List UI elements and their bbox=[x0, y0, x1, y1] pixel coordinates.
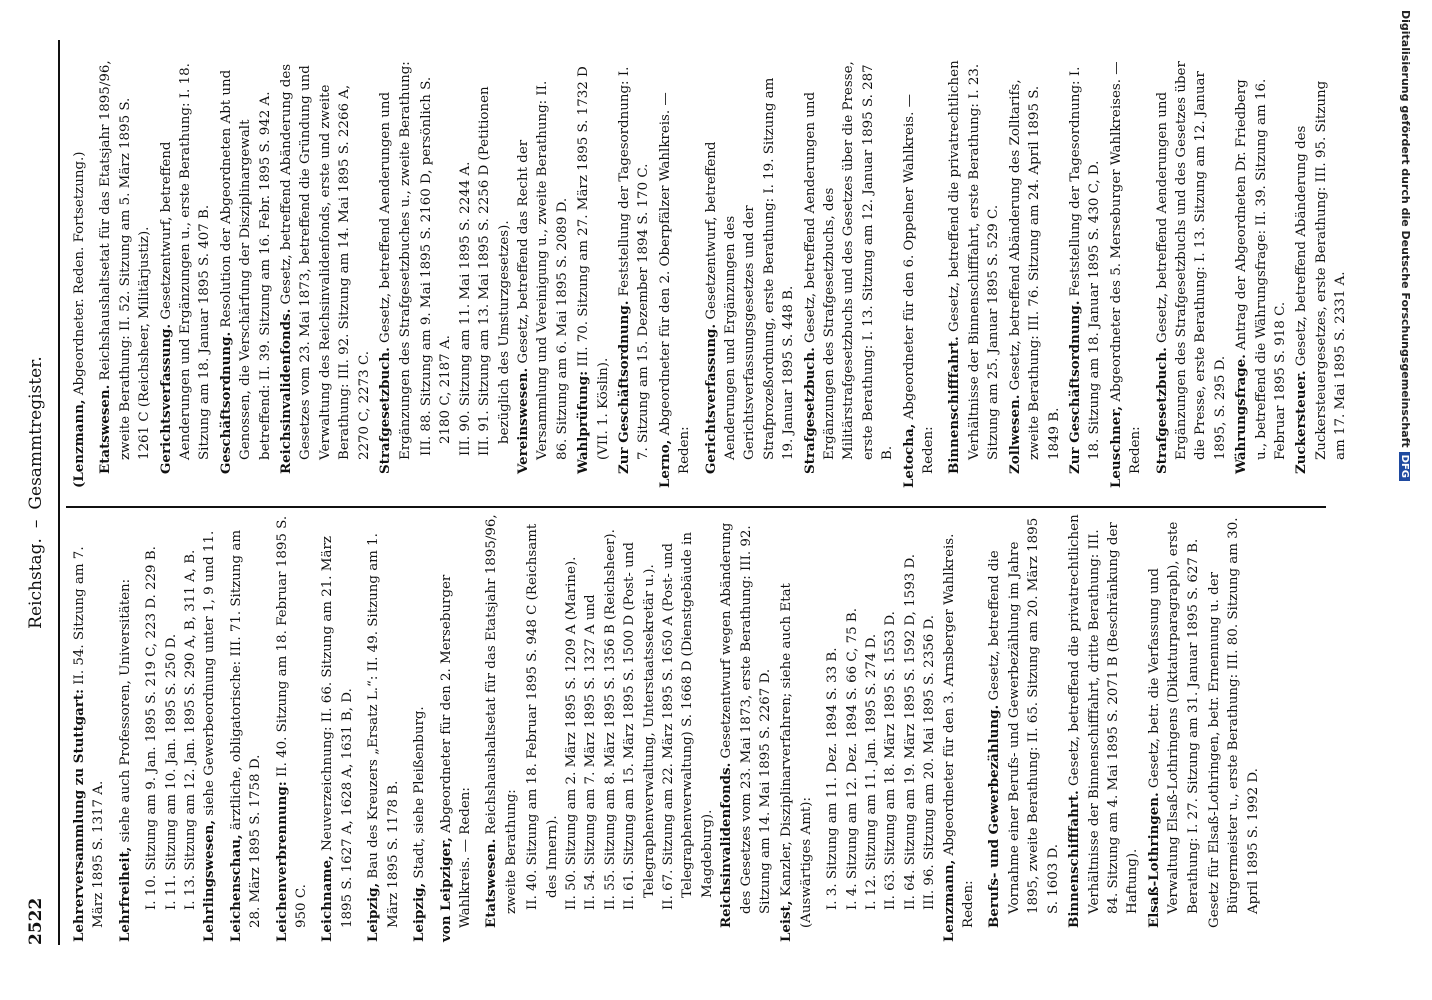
page-header bbox=[26, 40, 54, 945]
register-entry bbox=[437, 514, 476, 942]
topic-heading: Zollwesen. bbox=[1006, 394, 1023, 474]
topic-text: Gesetz, betreffend Aenderungen und Ergänzungen des Strafgesetzbuchs und des Gesetzes über die Presse, erste Berathung: I. 13. Sitzung am 12. Januar 1895, S. 295 D. bbox=[1154, 61, 1228, 460]
running-title: Reichstag. bbox=[26, 538, 46, 629]
topic-text: Feststellung der Tagesordnung: I. 18. Sitzung am 18. Januar 1895 S. 430 C, D. bbox=[1067, 66, 1103, 460]
session-reference: II. 50. Sitzung am 2. März 1895 S. 1209 A (Marine). bbox=[563, 556, 579, 910]
register-entry bbox=[364, 514, 403, 942]
session-reference: II. 67. Sitzung am 22. März 1895 S. 1650 A (Post- und Telegraphenverwaltung) S. 1668 D (Dienstgebäude in Magdeburg). bbox=[660, 532, 715, 910]
right-column bbox=[70, 60, 1353, 488]
topic-text: Feststellung der Tagesordnung: I. 7. Sitzung am 15. Dezember 1894 S. 170 C. bbox=[616, 66, 652, 460]
topic-heading: Zur Geschäftsordnung. bbox=[1066, 300, 1083, 474]
speech-topic bbox=[482, 514, 521, 942]
entry-text: ärztliche, obligatorische: III. 71. Sitzung am 28. März 1895 S. 1758 D. bbox=[228, 529, 264, 928]
speech-topic bbox=[277, 60, 374, 488]
topic-heading: Reichsinvalidenfonds. bbox=[718, 762, 735, 928]
topic-heading: Gerichtsverfassung. bbox=[157, 323, 174, 474]
topic-text: Gesetz, betreffend Abänderung des Zuckersteuergesetzes, erste Berathung: III. 95. Sitzung am 17. Mai 1895 S. 2331 A. bbox=[1294, 80, 1349, 460]
session-reference: II. 61. Sitzung am 15. März 1895 S. 1500 D (Post- und Telegraphenverwaltung, Unterstaatssekretär u.). bbox=[622, 542, 657, 910]
topic-text: Gesetz, betreffend die privatrechtlichen Verhältnisse der Binnenschifffahrt, erste Berathung: I. 23. Sitzung am 25. Januar 1895 S. 529 C. bbox=[947, 60, 1002, 460]
entry-text: Neuverzeichnung: II. 66. Sitzung am 21. März 1895 S. 1627 A, 1628 A, 1631 B, D. bbox=[320, 536, 355, 928]
topic-text: Gesetz, betreffend das Recht der Versammlung und Vereinigung u., zweite Berathung: II. 86. Sitzung am 6. Mai 1895 S. 2089 D. bbox=[515, 80, 570, 460]
entry-text: II. 40. Sitzung am 18. Februar 1895 S. 950 C. bbox=[274, 515, 310, 928]
topic-heading: Zur Geschäftsordnung. bbox=[615, 300, 632, 474]
topic-heading: Währungsfrage. bbox=[1233, 354, 1250, 474]
register-entry bbox=[70, 60, 89, 488]
session-reference: I. 13. Sitzung am 12. Jan. 1895 S. 290 A, B, 311 A, B. bbox=[183, 549, 199, 910]
entry-text: Abgeordneter. Reden. Fortsetzung.) bbox=[72, 151, 87, 396]
session-reference: III. 88. Sitzung am 9. Mai 1895 S. 2160 D, persönlich S. 2180 C, 2187 A. bbox=[418, 76, 454, 456]
register-entry bbox=[777, 514, 816, 942]
header-rule bbox=[58, 40, 60, 945]
speech-topic bbox=[1292, 60, 1350, 488]
entry-headword: Leichenverbrennung: bbox=[273, 781, 290, 942]
topic-heading: Berufs- und Gewerbezählung. bbox=[986, 704, 1003, 928]
topic-text: Reichshaushaltsetat für das Etatsjahr 1895/96, zweite Berathung: II. 52. Sitzung am 5. März 1895 S. 1261 C (Reichsheer, Militärjustiz). bbox=[98, 60, 153, 460]
running-subtitle: Gesammtregister. bbox=[26, 356, 46, 510]
topic-heading: Wahlprüfung: bbox=[575, 370, 592, 474]
entry-headword: Lenzmann, bbox=[940, 859, 957, 942]
speech-topic bbox=[574, 60, 613, 488]
speech-topic bbox=[1145, 514, 1203, 942]
topic-heading: Etatswesen. bbox=[97, 384, 114, 474]
digitization-credit bbox=[1399, 10, 1412, 481]
topic-heading: Binnenschifffahrt. bbox=[1066, 790, 1083, 928]
session-reference: III. 91. Sitzung am 13. Mai 1895 S. 2256 D (Petitionen bezüglich des Umsturzgesetzes). bbox=[477, 86, 512, 456]
topic-heading: Reichsinvalidenfonds. bbox=[278, 308, 295, 474]
topic-text: Gesetz, betreffend Aenderungen und Ergänzungen des Strafgesetzbuchs, des Militärstrafgesetzbuchs und des Gesetzes über die Presse, erste Berathung: I. 13. Sitzung am 12. Januar 1895 S. 287 B. bbox=[802, 61, 896, 460]
speech-topic bbox=[1065, 514, 1143, 942]
register-entry bbox=[940, 514, 979, 942]
speech-topic bbox=[157, 60, 215, 488]
entry-text: Abgeordneter für den 2. Oberpfälzer Wahlkreis. — Reden: bbox=[657, 92, 693, 474]
session-reference: II. 55. Sitzung am 8. März 1895 S. 1356 B (Reichsheer). bbox=[602, 529, 618, 910]
entry-text: siehe auch Professoren, Universitäten: bbox=[117, 578, 133, 843]
session-reference: III. 96. Sitzung am 20. Mai 1895 S. 2356 D. bbox=[922, 614, 938, 910]
topic-text: Gesetzentwurf wegen Abänderung des Gesetzes vom 23. Mai 1873, erste Berathung: III. 92. Sitzung am 14. Mai 1895 S. 2267 D. bbox=[719, 522, 773, 914]
speech-topic bbox=[96, 60, 154, 488]
register-entry bbox=[1107, 60, 1146, 488]
topic-heading: Zuckersteuer. bbox=[1293, 370, 1310, 474]
register-entry bbox=[273, 514, 312, 942]
register-entry bbox=[900, 60, 939, 488]
running-head bbox=[26, 40, 46, 945]
running-separator: – bbox=[26, 519, 46, 529]
left-column bbox=[70, 514, 1265, 942]
entry-headword: Lehrfreiheit, bbox=[116, 846, 133, 942]
register-entry bbox=[116, 514, 135, 942]
speech-topic bbox=[514, 60, 572, 488]
topic-text: Gesetz für Elsaß-Lothringen, betr. Ernennung u. der Bürgermeister u., erste Berathung: III. 80. Sitzung am 30. April 1895 S. 1992 D. bbox=[1206, 517, 1261, 928]
session-reference: II. 63. Sitzung am 18. März 1895 S. 1553 D. bbox=[883, 611, 899, 910]
entry-text: Kanzler, Disziplinarverfahren; siehe auch Etat (Auswärtiges Amt): bbox=[779, 583, 814, 928]
entry-headword: (Lenzmann, bbox=[71, 399, 87, 488]
topic-heading: Geschäftsordnung. bbox=[217, 331, 234, 474]
speech-topic bbox=[1006, 60, 1064, 488]
topic-text: Gesetzentwurf, betreffend Aenderungen und Ergänzungen des Gerichtsverfassungsgesetzes und der Strafprozeßordnung, erste Berathung: I. 19. Sitzung am 19. Januar 1895 S. 448 B. bbox=[703, 77, 797, 460]
entry-headword: von Leipziger, bbox=[437, 837, 454, 942]
speech-topic bbox=[702, 60, 799, 488]
session-reference: I. 11. Sitzung am 10. Jan. 1895 S. 250 D. bbox=[163, 633, 179, 910]
entry-text: II. 54. Sitzung am 7. März 1895 S. 1317 A. bbox=[72, 546, 107, 928]
topic-text: Gesetz, betreffend die Vornahme einer Berufs- und Gewerbezählung im Jahre 1895, zweite Berathung: II. 65. Sitzung am 20. März 1895 S. 1603 D. bbox=[987, 517, 1061, 914]
entry-headword: Lerno, bbox=[656, 439, 673, 488]
speech-topic bbox=[1205, 514, 1263, 942]
topic-heading: Vereinswesen. bbox=[514, 367, 531, 474]
speech-topic bbox=[615, 60, 654, 488]
topic-text: Gesetz, betr. die Verfassung und Verwaltung Elsaß-Lothringens (Diktaturparagraph), erste Berathung: I. 27. Sitzung am 31. Januar 1895 S. 627 B. bbox=[1146, 521, 1201, 914]
speech-topic bbox=[717, 514, 775, 942]
session-reference: I. 4. Sitzung am 12. Dez. 1894 S. 66 C, 75 B. bbox=[844, 607, 860, 910]
entry-headword: Lehrerversammlung zu Stuttgart: bbox=[71, 689, 87, 942]
topic-text: Gesetz, betreffend die privatrechtlichen Verhältnisse der Binnenschifffahrt, dritte Berathung: III. 84. Sitzung am 4. Mai 1895 S. 2071 B (Beschränkung der Haftung). bbox=[1067, 514, 1141, 914]
entry-text: Abgeordneter des 5. Merseburger Wahlkreises. — Reden: bbox=[1108, 61, 1144, 474]
entry-text: Abgeordneter für den 3. Arnsberger Wahlkreis. Reden: bbox=[941, 533, 977, 928]
session-reference: II. 54. Sitzung am 7. März 1895 S. 1327 A und bbox=[583, 594, 599, 910]
column-divider bbox=[66, 506, 1326, 508]
speech-topic bbox=[217, 60, 275, 488]
entry-headword: Leipzig, bbox=[411, 882, 428, 942]
entry-text: Bau des Kreuzers „Ersatz L.“: II. 49. Sitzung am 1. März 1895 S. 1178 B. bbox=[366, 533, 401, 928]
speech-topic bbox=[945, 60, 1003, 488]
entry-headword: Letocha, bbox=[900, 423, 917, 488]
topic-text: Gesetz, betreffend Aenderungen und Ergänzungen des Strafgesetzbuches u., zweite Berathung: bbox=[378, 61, 413, 460]
credit-text: Digitalisierung gefördert durch die Deutsche Forschungsgemeinschaft bbox=[1399, 10, 1412, 448]
register-entry bbox=[656, 60, 695, 488]
speech-topic bbox=[1066, 60, 1105, 488]
topic-text: Reichshaushaltsetat für das Etatsjahr 1895/96, zweite Berathung: bbox=[484, 514, 519, 914]
topic-heading: Etatswesen. bbox=[483, 838, 500, 928]
speech-topic bbox=[376, 60, 415, 488]
speech-topic bbox=[1232, 60, 1290, 488]
topic-heading: Gerichtsverfassung. bbox=[702, 323, 719, 474]
register-entry bbox=[318, 514, 357, 942]
session-reference: II. 40. Sitzung am 18. Februar 1895 S. 948 C (Reichsamt des Innern). bbox=[525, 523, 560, 910]
session-reference: I. 10. Sitzung am 9. Jan. 1895 S. 219 C, 223 D. 229 B. bbox=[144, 546, 160, 910]
entry-text: siehe Gewerbeordnung unter 1, 9 und 11. bbox=[202, 530, 218, 816]
register-entry bbox=[200, 514, 219, 942]
entry-headword: Leipzig, bbox=[365, 882, 382, 942]
page-number: 2522 bbox=[26, 897, 46, 945]
topic-heading: Elsaß-Lothringen. bbox=[1145, 792, 1162, 928]
entry-text: Abgeordneter für den 6. Oppelner Wahlkreis. — Reden: bbox=[901, 93, 937, 474]
entry-text: Stadt, siehe Pleißenburg. bbox=[412, 706, 428, 879]
entry-headword: Leist, bbox=[778, 900, 795, 942]
entry-headword: Leichenschau, bbox=[227, 834, 244, 942]
topic-heading: Strafgesetzbuch. bbox=[377, 347, 394, 474]
topic-text: Gesetz, betreffend Abänderung des Gesetzes vom 23. Mai 1873, betreffend die Gründung und Verwaltung des Reichsinvalidenfonds, erste und zweite Berathung: III. 92. Sitzung am 14. Mai 1895 S. 2266 A, 2270 C, 2273 C. bbox=[279, 63, 372, 460]
topic-text: III. 70. Sitzung am 27. März 1895 S. 1732 D (VII. 1. Köslin). bbox=[576, 66, 611, 460]
session-reference: I. 12. Sitzung am 11. Jan. 1895 S. 274 D. bbox=[864, 633, 880, 910]
entry-headword: Leichname, bbox=[319, 855, 336, 942]
topic-heading: Binnenschifffahrt. bbox=[946, 336, 963, 474]
topic-heading: Strafgesetzbuch. bbox=[1153, 347, 1170, 474]
session-reference: I. 3. Sitzung am 11. Dez. 1894 S. 33 B. bbox=[825, 647, 841, 910]
topic-heading: Strafgesetzbuch. bbox=[801, 347, 818, 474]
speech-topic bbox=[985, 514, 1063, 942]
topic-text: Resolution der Abgeordneten Abt und Genossen, die Verschärfung der Disziplinargewalt betreffend: II. 39. Sitzung am 16. Febr. 1895 S. 942 A. bbox=[218, 69, 273, 460]
entry-text: Abgeordneter für den 2. Merseburger Wahlkreis. — Reden: bbox=[438, 574, 473, 928]
entry-headword: Leuschner, bbox=[1107, 405, 1124, 488]
topic-text: Gesetz, betreffend Abänderung des Zolltarifs, zweite Berathung: III. 76. Sitzung am 24. April 1895 S. 1849 B. bbox=[1007, 79, 1062, 460]
dfg-logo: DFG bbox=[1399, 452, 1410, 481]
session-reference: II. 64. Sitzung am 19. März 1895 S. 1592 D, 1593 D. bbox=[902, 553, 918, 910]
speech-topic bbox=[801, 60, 898, 488]
register-entry bbox=[410, 514, 429, 942]
speech-topic bbox=[1153, 60, 1231, 488]
register-entry bbox=[70, 514, 109, 942]
topic-text: Antrag der Abgeordneten Dr. Friedberg u., betreffend die Währungsfrage: II. 39. Sitzung am 16. Februar 1895 S. 918 C. bbox=[1234, 78, 1288, 460]
topic-text: Gesetzentwurf, betreffend Aenderungen und Ergänzungen u., erste Berathung: I. 18. Sitzung am 18. Januar 1895 S. 407 B. bbox=[158, 63, 213, 460]
session-reference: III. 90. Sitzung am 11. Mai 1895 S. 2244 A. bbox=[457, 161, 473, 456]
entry-headword: Lehrlingswesen, bbox=[201, 819, 218, 942]
register-entry bbox=[227, 514, 266, 942]
